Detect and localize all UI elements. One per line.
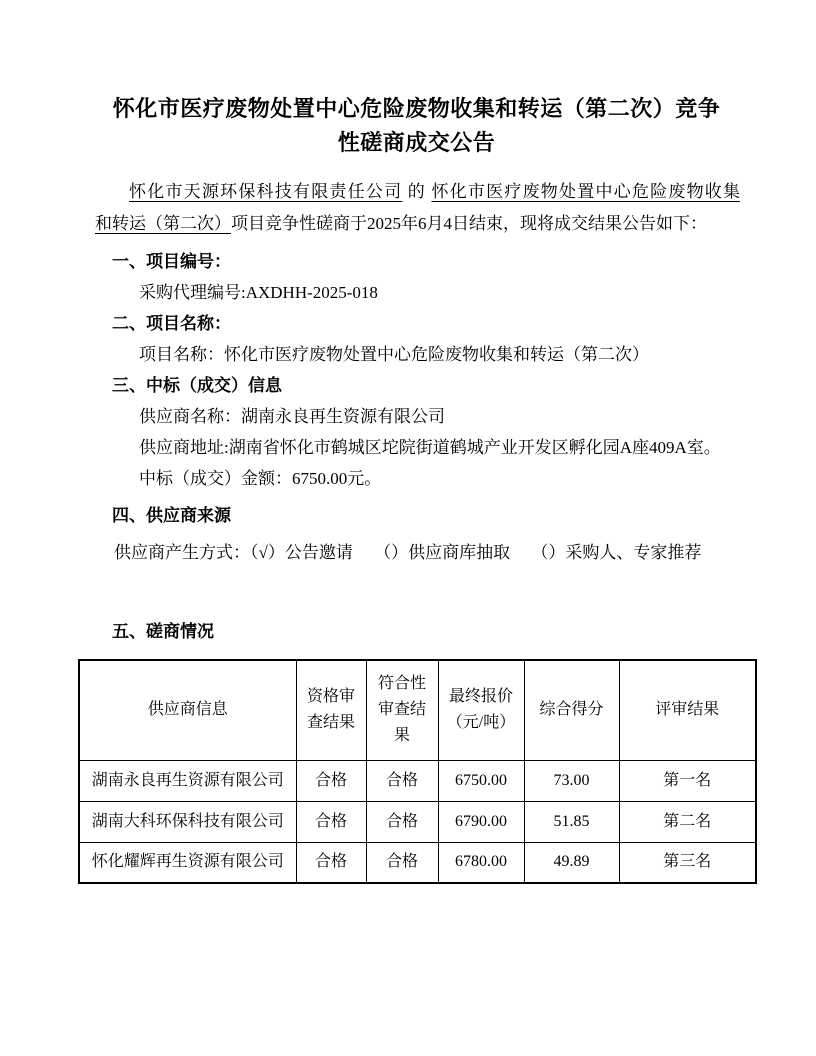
- project-name-line: 项目名称：怀化市医疗废物处置中心危险废物收集和转运（第二次）: [139, 345, 649, 364]
- column-header-qualification-review: 资格审查结果: [296, 660, 366, 760]
- cell-final-quote: 6790.00: [438, 801, 524, 842]
- column-header-supplier-info: 供应商信息: [79, 660, 296, 760]
- cell-overall-score: 49.89: [524, 842, 619, 883]
- negotiation-results-table: [78, 659, 757, 884]
- intro-rest: 项目竞争性磋商于2025年6月4日结束，现将成交结果公告如下：: [231, 214, 707, 233]
- cell-final-quote: 6780.00: [438, 842, 524, 883]
- cell-evaluation-result: 第二名: [619, 801, 756, 842]
- supplier-address-line: 供应商地址:湖南省怀化市鹤城区坨院街道鹤城产业开发区孵化园A座409A室。: [139, 438, 721, 457]
- title-line-2: 性磋商成交公告: [337, 130, 496, 155]
- agency-code-line: 采购代理编号:AXDHH-2025-018: [139, 283, 378, 302]
- table-row: [79, 760, 756, 801]
- project-name-part1: 怀化市医疗废物处置中心危险废物收集: [431, 182, 741, 201]
- award-amount-line: 中标（成交）金额：6750.00元。: [139, 469, 382, 488]
- cell-qualification-result: 合格: [296, 760, 366, 801]
- document-title: [78, 92, 755, 160]
- column-header-final-quote: 最终报价（元/吨）: [438, 660, 524, 760]
- intro-paragraph: [78, 176, 755, 240]
- cell-conformity-result: 合格: [366, 842, 438, 883]
- cell-supplier-name: 湖南大科环保科技有限公司: [79, 801, 296, 842]
- section-heading-project-name: 二、项目名称：: [112, 314, 231, 333]
- column-header-overall-score: 综合得分: [524, 660, 619, 760]
- table-header-row: [79, 660, 756, 760]
- agency-name: 怀化市天源环保科技有限责任公司: [129, 182, 403, 201]
- cell-overall-score: 51.85: [524, 801, 619, 842]
- table-row: [79, 842, 756, 883]
- intro-connector: 的: [402, 182, 432, 201]
- section-heading-award-info: 三、中标（成交）信息: [112, 376, 282, 395]
- section-heading-supplier-source: 四、供应商来源: [112, 506, 231, 525]
- cell-qualification-result: 合格: [296, 842, 366, 883]
- section-heading-project-number: 一、项目编号：: [112, 252, 231, 271]
- cell-qualification-result: 合格: [296, 801, 366, 842]
- cell-supplier-name: 湖南永良再生资源有限公司: [79, 760, 296, 801]
- supplier-source-line: 供应商产生方式：（√）公告邀请 （）供应商库抽取 （）采购人、专家推荐: [114, 543, 702, 562]
- cell-evaluation-result: 第三名: [619, 842, 756, 883]
- column-header-evaluation-result: 评审结果: [619, 660, 756, 760]
- intro-line-1: [95, 176, 740, 208]
- project-name-part2: 和转运（第二次）: [95, 214, 231, 233]
- sections: [78, 246, 755, 647]
- table-row: [79, 801, 756, 842]
- cell-conformity-result: 合格: [366, 801, 438, 842]
- supplier-name-line: 供应商名称：湖南永良再生资源有限公司: [139, 407, 445, 426]
- title-line-1: 怀化市医疗废物处置中心危险废物收集和转运（第二次）竞争: [112, 96, 721, 121]
- intro-line-2: [95, 208, 740, 240]
- cell-overall-score: 73.00: [524, 760, 619, 801]
- section-heading-negotiation: 五、磋商情况: [112, 622, 214, 641]
- column-header-conformity-review: 符合性审查结果: [366, 660, 438, 760]
- cell-conformity-result: 合格: [366, 760, 438, 801]
- cell-final-quote: 6750.00: [438, 760, 524, 801]
- cell-evaluation-result: 第一名: [619, 760, 756, 801]
- cell-supplier-name: 怀化耀辉再生资源有限公司: [79, 842, 296, 883]
